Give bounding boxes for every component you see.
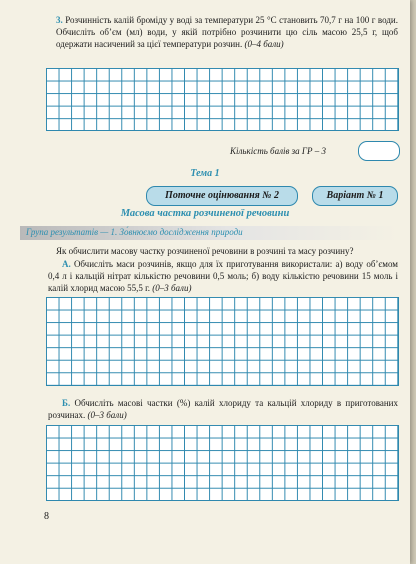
task-b-points: (0–3 бали) — [87, 410, 127, 420]
assessment-badge: Поточне оцінювання № 2 — [146, 186, 298, 206]
answer-grid-task-3[interactable] — [46, 68, 399, 131]
page-number: 8 — [44, 511, 49, 522]
task-b-text — [48, 397, 398, 421]
variant-badge: Варіант № 1 — [312, 186, 398, 206]
task-a-points: (0–3 бали) — [152, 283, 192, 293]
task-a-body: Обчисліть маси розчинів, якщо для їх приготування використали: а) воду об’ємом 0,4 л і кальцій нітрат кількістю речовини 0,5 моль; б) воду кількістю речовини 15 моль і калій хлорид масою 55,5 г. — [48, 259, 398, 293]
answer-grid-task-a[interactable] — [46, 297, 399, 386]
task-b-body: Обчисліть масові частки (%) калій хлориду та кальцій хлориду в приготованих розчинах. — [48, 398, 398, 420]
task-3-number: 3. — [56, 15, 63, 25]
score-label: Кількість балів за ГР – 3 — [230, 146, 327, 156]
task-a-label: А. — [62, 259, 71, 269]
topic-title: Тема 1 — [190, 168, 220, 179]
lesson-subtitle: Масова частка розчиненої речовини — [120, 208, 290, 219]
task-a-text — [48, 258, 398, 294]
answer-grid-task-b[interactable] — [46, 425, 399, 501]
task-3-text — [56, 14, 398, 50]
score-box[interactable] — [358, 141, 400, 161]
result-group-band — [20, 226, 398, 240]
question-text: Як обчислити масову частку розчиненої речовини в розчині та масу розчину? — [56, 246, 354, 256]
task-3-body: Розчинність калій броміду у воді за температури 25 °С становить 70,7 г на 100 г води. Обчисліть об’єм (мл) води, у якій потрібно розчинити цю сіль масою 25,5 г, щоб одержати насичений за цієї температури розчин. — [56, 15, 398, 49]
task-3-points: (0–4 бали) — [244, 39, 284, 49]
result-group-label: Група результатів — 1. Зо́внюємо дослідження природи — [26, 227, 243, 237]
task-b-label: Б. — [62, 398, 71, 408]
